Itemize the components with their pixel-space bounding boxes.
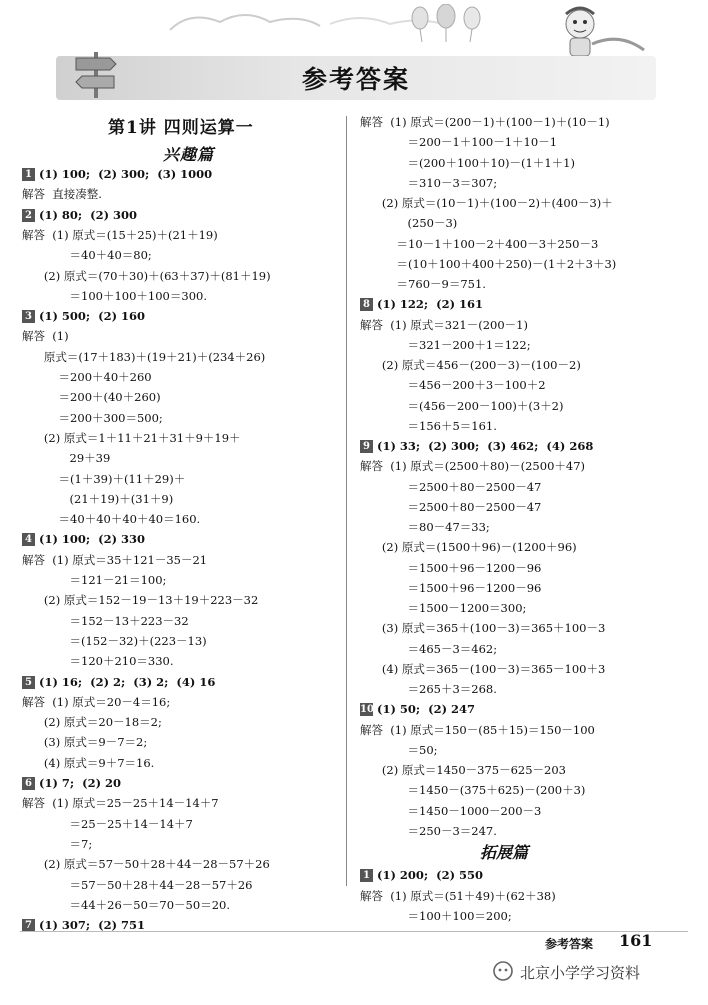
solution-line: ＝(1＋39)＋(11＋29)＋ — [22, 471, 186, 486]
solution-line: ＝200－1＋100－1＋10－1 — [360, 135, 558, 150]
solution-line: ＝456－200＋3－100＋2 — [360, 378, 546, 393]
answer-values: (1) 7; (2) 20 — [39, 776, 122, 790]
solution-line: ＝1500＋96－1200－96 — [360, 560, 542, 575]
mascot-illustration — [540, 2, 650, 62]
solution-line: ＝7; — [22, 836, 93, 851]
answer-values: (1) 50; (2) 247 — [377, 702, 476, 717]
answer-header — [22, 531, 145, 547]
solution-line: ＝121－21＝100; — [22, 573, 167, 587]
solution-line: (2) 原式＝20－18＝2; — [22, 715, 162, 730]
section-xingqu: 兴趣篇 — [163, 145, 215, 164]
solution-line: (2) 原式＝1＋11＋21＋31＋9＋19＋ — [22, 430, 241, 445]
solution-line: ＝310－3＝307; — [360, 175, 498, 190]
problem-number-badge: 5 — [22, 676, 35, 689]
problem-number-badge: 6 — [22, 777, 35, 790]
solution-line: (2) 原式＝1450－375－625－203 — [360, 763, 566, 777]
solution-line: (4) 原式＝365－(100－3)＝365－100＋3 — [360, 661, 606, 676]
answer-values: (1) 33; (2) 300; (3) 462; (4) 268 — [377, 439, 594, 453]
solution-line: 原式＝(17＋183)＋(19＋21)＋(234＋26) — [22, 349, 266, 364]
answer-header — [22, 166, 212, 182]
answer-header — [22, 674, 215, 690]
problem-number-badge: 1 — [22, 168, 35, 181]
solution-line: (21＋19)＋(31＋9) — [22, 491, 174, 506]
solution-line: (4) 原式＝9＋7＝16. — [22, 755, 155, 770]
lecture-title: 第1讲 四则运算一 — [108, 118, 254, 138]
answer-values: (1) 200; (2) 550 — [377, 868, 484, 883]
answer-header — [22, 308, 145, 324]
solution-line: 解答 (1) 原式＝(200－1)＋(100－1)＋(10－1) — [360, 115, 610, 129]
solution-line: 解答 (1) 原式＝(15＋25)＋(21＋19) — [22, 227, 218, 242]
solution-line: 解答 (1) 原式＝25－25＋14－14＋7 — [22, 796, 219, 811]
solution-line: ＝2500＋80－2500－47 — [360, 499, 542, 514]
balloons-icon — [408, 4, 488, 44]
solution-line: 解答 (1) — [22, 329, 69, 344]
problem-number-badge: 7 — [22, 919, 35, 932]
solution-line: (2) 原式＝456－(200－3)－(100－2) — [360, 358, 581, 372]
solution-line: ＝100＋100＝200; — [360, 908, 512, 923]
solution-line: 解答 (1) 原式＝321－(200－1) — [360, 317, 528, 332]
problem-number-badge: 10 — [360, 704, 374, 716]
answer-header — [22, 775, 121, 791]
solution-line: ＝760－9＝751. — [360, 277, 486, 291]
solution-line: (2) 原式＝(70＋30)＋(63＋37)＋(81＋19) — [22, 268, 271, 283]
solution-line: 解答 直接凑整. — [22, 187, 102, 202]
problem-number-badge: 2 — [22, 209, 35, 222]
solution-line: ＝40＋40＋40＋40＝160. — [22, 512, 201, 527]
solution-line: ＝(152－32)＋(223－13) — [22, 633, 207, 648]
answer-values: (1) 16; (2) 2; (3) 2; (4) 16 — [39, 674, 216, 689]
answer-values: (1) 100; (2) 330 — [39, 532, 146, 547]
solution-line: ＝2500＋80－2500－47 — [360, 479, 542, 494]
solution-line: (3) 原式＝365＋(100－3)＝365＋100－3 — [360, 621, 606, 636]
solution-line: (250－3) — [360, 216, 458, 231]
solution-line: ＝50; — [360, 742, 438, 757]
watermark: 北京小学学习资料 — [520, 964, 641, 982]
solution-line: ＝120＋210＝330. — [22, 654, 174, 669]
solution-line: 解答 (1) 原式＝(2500＋80)－(2500＋47) — [360, 459, 586, 474]
solution-line: ＝250－3＝247. — [360, 823, 497, 838]
solution-line: ＝25－25＋14－14＋7 — [22, 816, 193, 831]
footer-label: 参考答案 — [545, 937, 594, 951]
answer-values: (1) 500; (2) 160 — [39, 309, 146, 324]
answer-header — [360, 438, 593, 454]
answer-values: (1) 80; (2) 300 — [39, 207, 138, 222]
solution-line: ＝100＋100＋100＝300. — [22, 288, 207, 303]
solution-line: 解答 (1) 原式＝(51＋49)＋(62＋38) — [360, 888, 556, 903]
answer-values: (1) 307; (2) 751 — [39, 918, 146, 933]
solution-line: ＝1450－1000－200－3 — [360, 803, 542, 818]
signpost-icon — [74, 48, 118, 98]
footer-rule — [20, 931, 688, 932]
solution-line: ＝200＋40＋260 — [22, 370, 152, 384]
problem-number-badge: 9 — [360, 440, 373, 453]
solution-line: ＝44＋26－50＝70－50＝20. — [22, 897, 230, 912]
page-title: 参考答案 — [301, 65, 410, 94]
solution-line: ＝57－50＋28＋44－28－57＋26 — [22, 877, 253, 892]
solution-line: 29＋39 — [22, 451, 111, 466]
solution-line: ＝265＋3＝268. — [360, 682, 497, 696]
solution-line: ＝(200＋100＋10)－(1＋1＋1) — [360, 155, 575, 170]
solution-line: ＝321－200＋1＝122; — [360, 337, 531, 352]
problem-number-badge: 4 — [22, 533, 35, 546]
solution-line: ＝1500＋96－1200－96 — [360, 580, 542, 595]
answer-header — [360, 867, 483, 883]
solution-line: (2) 原式＝(10－1)＋(100－2)＋(400－3)＋ — [360, 196, 613, 210]
wechat-icon — [492, 960, 514, 982]
solution-line: ＝200＋300＝500; — [22, 410, 163, 425]
problem-number-badge: 3 — [22, 310, 35, 323]
solution-line: 解答 (1) 原式＝150－(85＋15)＝150－100 — [360, 722, 595, 737]
answer-header — [360, 296, 483, 312]
section-heading: 拓展篇 — [480, 843, 529, 862]
solution-line: ＝40＋40＝80; — [22, 248, 152, 263]
solution-line: 解答 (1) 原式＝20－4＝16; — [22, 694, 171, 709]
solution-line: ＝152－13＋223－32 — [22, 613, 189, 628]
solution-line: (2) 原式＝152－19－13＋19＋223－32 — [22, 593, 259, 608]
solution-line: (3) 原式＝9－7＝2; — [22, 735, 148, 750]
problem-number-badge: 1 — [360, 869, 373, 882]
column-divider — [346, 116, 348, 886]
solution-line: ＝(10＋100＋400＋250)－(1＋2＋3＋3) — [360, 256, 617, 271]
solution-line: (2) 原式＝57－50＋28＋44－28－57＋26 — [22, 857, 270, 872]
solution-line: ＝156＋5＝161. — [360, 418, 497, 433]
solution-line: ＝1500－1200＝300; — [360, 601, 527, 615]
answer-header — [360, 701, 475, 717]
answer-values: (1) 122; (2) 161 — [377, 297, 484, 312]
solution-line: ＝465－3＝462; — [360, 641, 498, 656]
solution-line: (2) 原式＝(1500＋96)－(1200＋96) — [360, 540, 577, 555]
header-banner — [56, 56, 656, 100]
solution-line: ＝(456－200－100)＋(3＋2) — [360, 398, 564, 413]
solution-line: ＝1450－(375＋625)－(200＋3) — [360, 783, 586, 798]
solution-line: ＝200＋(40＋260) — [22, 390, 161, 405]
answer-values: (1) 100; (2) 300; (3) 1000 — [39, 167, 213, 181]
solution-line: ＝10－1＋100－2＋400－3＋250－3 — [360, 236, 599, 251]
problem-number-badge: 8 — [360, 298, 373, 311]
solution-line: 解答 (1) 原式＝35＋121－35－21 — [22, 552, 208, 567]
solution-line: ＝80－47＝33; — [360, 520, 490, 534]
answer-header — [22, 207, 137, 223]
page-number: 161 — [619, 931, 653, 950]
